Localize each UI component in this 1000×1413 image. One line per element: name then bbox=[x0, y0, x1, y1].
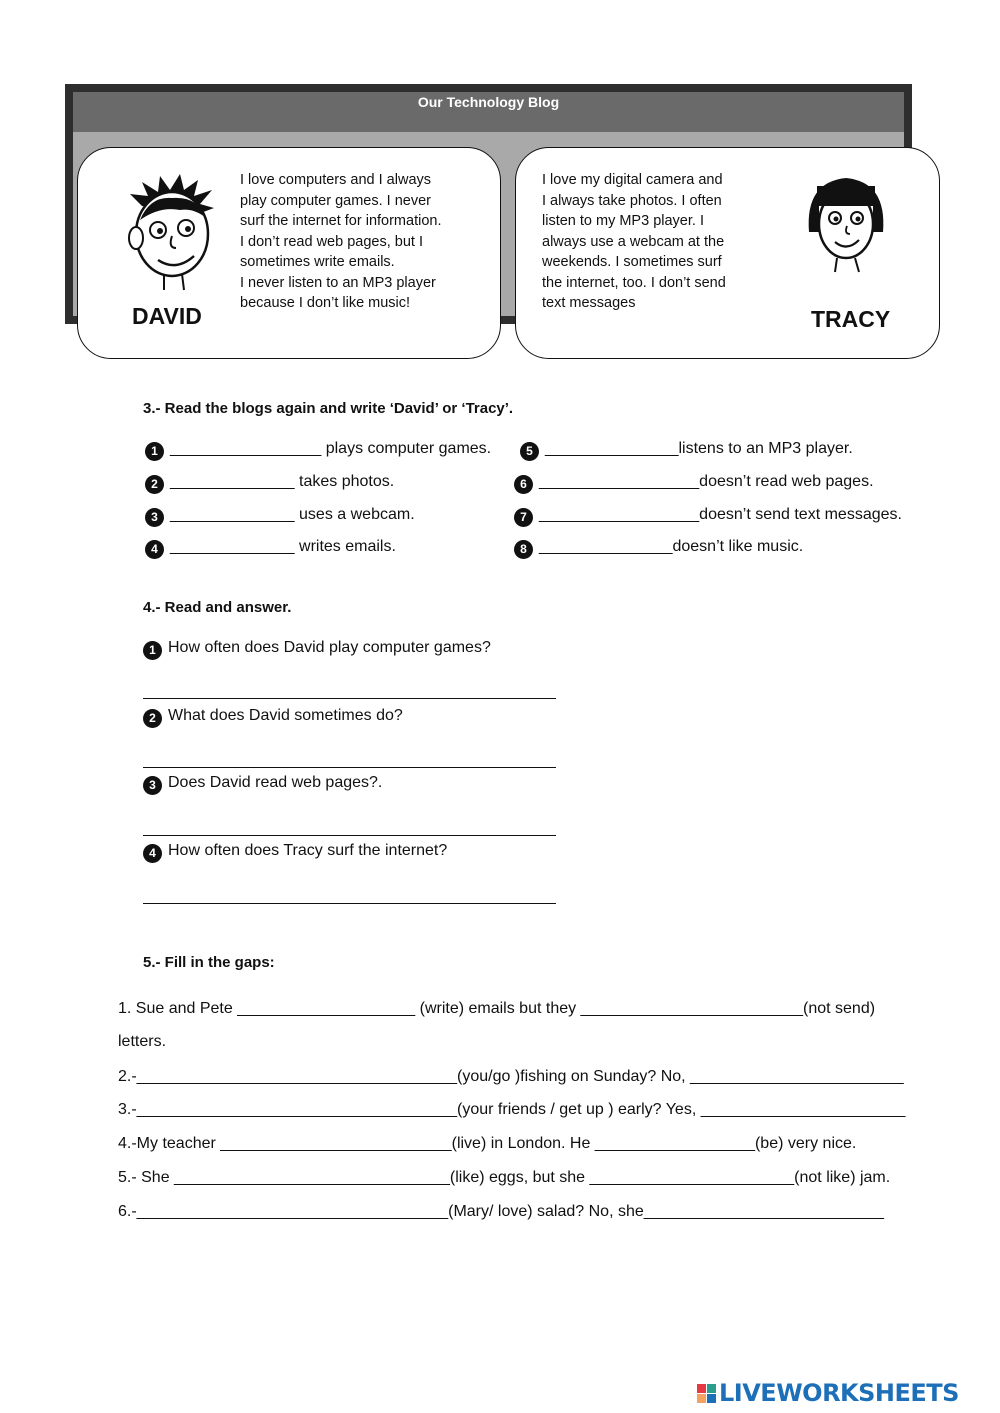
exercise4-heading: 4.- Read and answer. bbox=[143, 599, 292, 616]
number-badge: 5 bbox=[520, 442, 539, 461]
david-blog-text bbox=[240, 170, 485, 314]
david-line: play computer games. I never bbox=[240, 192, 432, 209]
gap-fill-line[interactable]: 1. Sue and Pete ____________________ (write) emails but they _________________________(not send) bbox=[118, 1000, 876, 1017]
tracy-portrait-icon bbox=[801, 172, 891, 277]
question-text: How often does David play computer games? bbox=[168, 639, 491, 656]
logo-square bbox=[707, 1384, 716, 1393]
exercise3-item bbox=[145, 439, 491, 461]
exercise3-item bbox=[514, 537, 803, 559]
answer-input-line[interactable] bbox=[143, 903, 556, 904]
answer-input-line[interactable] bbox=[143, 835, 556, 836]
tracy-line: listen to my MP3 player. I bbox=[542, 213, 704, 229]
exercise3-item bbox=[514, 472, 874, 494]
question-item bbox=[143, 841, 447, 863]
exercise3-item-text[interactable]: __________________doesn’t read web pages. bbox=[539, 473, 874, 490]
question-item bbox=[143, 638, 491, 660]
exercise3-item-text[interactable]: ______________ writes emails. bbox=[170, 538, 396, 555]
exercise3-item-text[interactable]: ______________ uses a webcam. bbox=[170, 506, 415, 523]
gap-fill-line[interactable]: 4.-My teacher __________________________(live) in London. He __________________(be) very nice. bbox=[118, 1135, 857, 1152]
david-line: because I don’t like music! bbox=[240, 295, 411, 311]
exercise3-item-text[interactable]: _______________listens to an MP3 player. bbox=[545, 440, 853, 457]
liveworksheets-logo[interactable] bbox=[697, 1378, 959, 1408]
gap-fill-line[interactable]: 2.-____________________________________(you/go )fishing on Sunday? No, ________________________ bbox=[118, 1068, 904, 1085]
number-badge: 1 bbox=[145, 442, 164, 461]
blog-title: Our Technology Blog bbox=[73, 92, 904, 132]
logo-square bbox=[697, 1394, 706, 1403]
tracy-blog-text bbox=[542, 170, 757, 314]
gap-fill-line[interactable]: 6.-___________________________________(Mary/ love) salad? No, she___________________________ bbox=[118, 1203, 885, 1220]
exercise3-heading: 3.- Read the blogs again and write ‘David’ or ‘Tracy’. bbox=[143, 400, 514, 417]
number-badge: 7 bbox=[514, 508, 533, 527]
answer-input-line[interactable] bbox=[143, 698, 556, 699]
exercise3-item bbox=[514, 505, 902, 527]
number-badge: 4 bbox=[143, 844, 162, 863]
question-item bbox=[143, 773, 382, 795]
exercise5-heading: 5.- Fill in the gaps: bbox=[143, 954, 275, 971]
question-text: Does David read web pages?. bbox=[168, 774, 383, 791]
exercise3-item bbox=[145, 537, 396, 559]
number-badge: 4 bbox=[145, 540, 164, 559]
david-line: surf the internet for information. bbox=[240, 213, 442, 229]
logo-mark-icon bbox=[697, 1384, 716, 1403]
tracy-line: always use a webcam at the bbox=[542, 233, 725, 250]
tracy-line: weekends. I sometimes surf bbox=[542, 254, 722, 270]
david-line: sometimes write emails. bbox=[240, 254, 395, 270]
exercise3-item-text[interactable]: _________________ plays computer games. bbox=[170, 440, 492, 457]
david-card bbox=[77, 147, 501, 359]
david-name: DAVID bbox=[132, 303, 202, 329]
exercise3-item-text[interactable]: ______________ takes photos. bbox=[170, 473, 395, 490]
number-badge: 6 bbox=[514, 475, 533, 494]
question-text: What does David sometimes do? bbox=[168, 707, 403, 724]
tracy-line: I love my digital camera and bbox=[542, 172, 723, 188]
david-line: I don’t read web pages, but I bbox=[240, 233, 423, 250]
gap-fill-line[interactable]: 5.- She _______________________________(like) eggs, but she _______________________(not like) jam. bbox=[118, 1169, 891, 1186]
tracy-line: the internet, too. I don’t send bbox=[542, 274, 726, 291]
exercise3-item bbox=[145, 505, 415, 527]
number-badge: 3 bbox=[143, 776, 162, 795]
exercise3-item bbox=[520, 439, 853, 461]
david-portrait-icon bbox=[120, 168, 220, 293]
tracy-card bbox=[515, 147, 940, 359]
exercise3-item-text[interactable]: _______________doesn’t like music. bbox=[539, 538, 804, 555]
exercise3-item bbox=[145, 472, 394, 494]
number-badge: 2 bbox=[145, 475, 164, 494]
tracy-line: text messages bbox=[542, 295, 636, 311]
question-item bbox=[143, 706, 403, 728]
logo-square bbox=[697, 1384, 706, 1393]
exercise3-item-text[interactable]: __________________doesn’t send text messages. bbox=[539, 506, 902, 523]
question-text: How often does Tracy surf the internet? bbox=[168, 842, 448, 859]
tracy-name: TRACY bbox=[811, 306, 891, 332]
gap-fill-line: letters. bbox=[118, 1033, 167, 1050]
david-line: I love computers and I always bbox=[240, 172, 432, 188]
logo-square bbox=[707, 1394, 716, 1403]
david-line: I never listen to an MP3 player bbox=[240, 274, 436, 291]
number-badge: 8 bbox=[514, 540, 533, 559]
number-badge: 3 bbox=[145, 508, 164, 527]
answer-input-line[interactable] bbox=[143, 767, 556, 768]
tracy-line: I always take photos. I often bbox=[542, 192, 722, 209]
number-badge: 1 bbox=[143, 641, 162, 660]
logo-text: LIVEWORKSHEETS bbox=[719, 1379, 959, 1407]
gap-fill-line[interactable]: 3.-____________________________________(your friends / get up ) early? Yes, _______________________ bbox=[118, 1101, 906, 1118]
number-badge: 2 bbox=[143, 709, 162, 728]
